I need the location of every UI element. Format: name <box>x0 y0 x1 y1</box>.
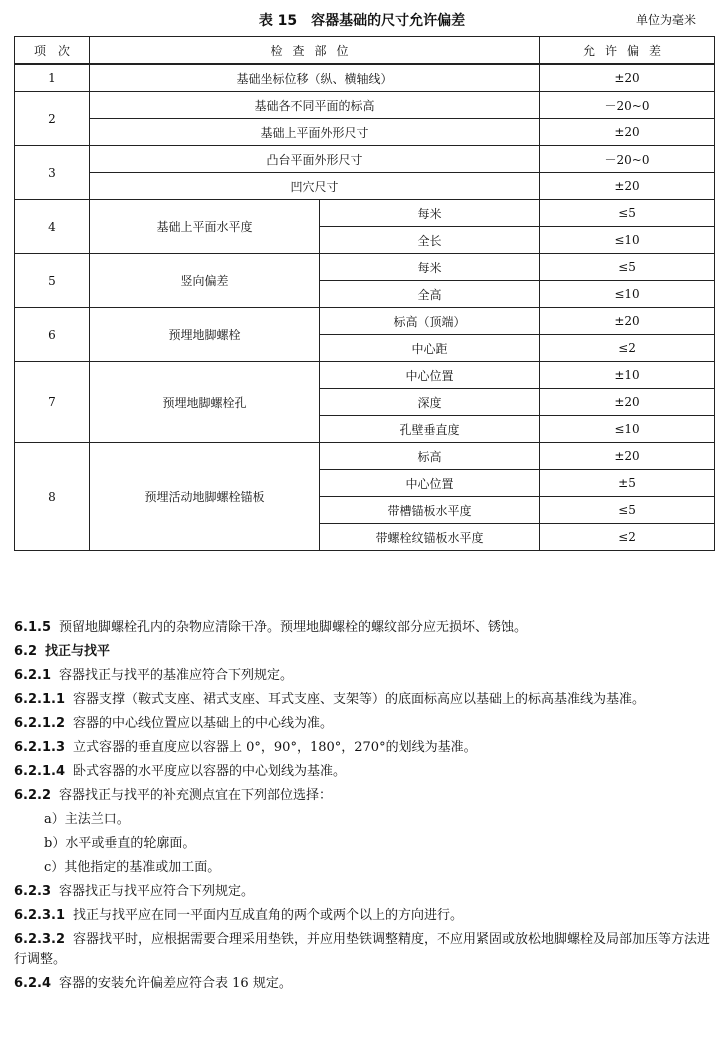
clause-number: 6.2.3 <box>14 884 52 899</box>
paragraph <box>14 690 714 710</box>
paragraph-text: 容器找正与找平的补充测点宜在下列部位选择： <box>59 788 333 803</box>
row-tol: ≤2 <box>540 524 715 551</box>
row-no: 4 <box>15 200 90 254</box>
row-tol: ≤10 <box>540 416 715 443</box>
clause-number: 6.2.1.4 <box>14 764 65 779</box>
list-item: b）水平或垂直的轮廓面。 <box>44 836 196 851</box>
table-title: 表 15 容器基础的尺寸允许偏差 <box>258 13 466 29</box>
row-tol: ±20 <box>540 64 715 92</box>
table-row <box>15 308 715 335</box>
table-row <box>15 64 715 92</box>
row-no: 6 <box>15 308 90 362</box>
row-tol: ±20 <box>540 443 715 470</box>
table-row <box>15 119 715 146</box>
row-subitem: 全长 <box>320 227 540 254</box>
row-no: 5 <box>15 254 90 308</box>
row-tol: ±20 <box>540 119 715 146</box>
row-item: 基础上平面外形尺寸 <box>90 119 540 146</box>
body-text <box>14 618 714 998</box>
row-item: 预埋地脚螺栓 <box>90 308 320 362</box>
paragraph <box>14 714 714 734</box>
paragraph <box>14 906 714 926</box>
table-row <box>15 254 715 281</box>
row-tol: ±10 <box>540 362 715 389</box>
row-item: 基础坐标位移（纵、横轴线） <box>90 64 540 92</box>
header-tol: 允许偏差 <box>540 37 715 65</box>
row-no: 2 <box>15 92 90 146</box>
paragraph-text: 预留地脚螺栓孔内的杂物应清除干净。预埋地脚螺栓的螺纹部分应无损坏、锈蚀。 <box>59 620 528 635</box>
row-item: 基础各不同平面的标高 <box>90 92 540 119</box>
paragraph <box>14 882 714 902</box>
row-subitem: 孔壁垂直度 <box>320 416 540 443</box>
row-item: 预埋地脚螺栓孔 <box>90 362 320 443</box>
row-no: 3 <box>15 146 90 200</box>
paragraph <box>14 762 714 782</box>
row-no: 1 <box>15 64 90 92</box>
row-tol: ≤5 <box>540 497 715 524</box>
row-item: 基础上平面水平度 <box>90 200 320 254</box>
heading-text: 找正与找平 <box>45 644 111 659</box>
row-tol: ±20 <box>540 308 715 335</box>
paragraph <box>14 666 714 686</box>
row-item: 预埋活动地脚螺栓锚板 <box>90 443 320 551</box>
row-tol: ±20 <box>540 173 715 200</box>
list-item: c）其他指定的基准或加工面。 <box>44 860 221 875</box>
paragraph-text: 容器找正与找平应符合下列规定。 <box>59 884 255 899</box>
paragraph <box>14 786 714 806</box>
clause-number: 6.2.1 <box>14 668 52 683</box>
paragraph <box>14 618 714 638</box>
clause-number: 6.1.5 <box>14 620 52 635</box>
clause-number: 6.2.1.2 <box>14 716 65 731</box>
table-row <box>15 443 715 470</box>
row-tol: －20~0 <box>540 146 715 173</box>
paragraph-text: 容器的安装允许偏差应符合表 16 规定。 <box>59 976 292 991</box>
paragraph-text: 找正与找平应在同一平面内互成直角的两个或两个以上的方向进行。 <box>73 908 464 923</box>
row-tol: －20~0 <box>540 92 715 119</box>
row-tol: ±5 <box>540 470 715 497</box>
clause-number: 6.2.2 <box>14 788 52 803</box>
table-row <box>15 200 715 227</box>
row-tol: ≤10 <box>540 227 715 254</box>
row-subitem: 每米 <box>320 254 540 281</box>
row-tol: ≤2 <box>540 335 715 362</box>
clause-number: 6.2.1.3 <box>14 740 65 755</box>
clause-number: 6.2.3.1 <box>14 908 65 923</box>
row-subitem: 中心位置 <box>320 470 540 497</box>
paragraph <box>14 930 714 970</box>
row-subitem: 带槽锚板水平度 <box>320 497 540 524</box>
row-subitem: 中心位置 <box>320 362 540 389</box>
row-subitem: 深度 <box>320 389 540 416</box>
paragraph-text: 容器找正与找平的基准应符合下列规定。 <box>59 668 294 683</box>
clause-number: 6.2.3.2 <box>14 932 65 947</box>
clause-number: 6.2.1.1 <box>14 692 65 707</box>
paragraph-text: 容器找平时，应根据需要合理采用垫铁，并应用垫铁调整精度，不应用紧固或放松地脚螺栓及局部加压等方法进行调整。 <box>14 932 711 967</box>
row-subitem: 中心距 <box>320 335 540 362</box>
table-row <box>15 362 715 389</box>
row-no: 8 <box>15 443 90 551</box>
header-item: 检查部位 <box>90 37 540 65</box>
row-tol: ±20 <box>540 389 715 416</box>
row-tol: ≤10 <box>540 281 715 308</box>
table-row <box>15 146 715 173</box>
row-item: 凹穴尺寸 <box>90 173 540 200</box>
paragraph-text: 立式容器的垂直度应以容器上 0°，90°，180°，270°的划线为基准。 <box>73 740 477 755</box>
paragraph-text: 容器的中心线位置应以基础上的中心线为准。 <box>73 716 334 731</box>
clause-number: 6.2 <box>14 644 38 659</box>
header-no: 项 次 <box>15 37 90 65</box>
row-item: 凸台平面外形尺寸 <box>90 146 540 173</box>
table-row <box>15 173 715 200</box>
tolerance-table <box>14 36 715 551</box>
row-tol: ≤5 <box>540 254 715 281</box>
row-item: 竖向偏差 <box>90 254 320 308</box>
paragraph-text: 容器支撑（鞍式支座、裙式支座、耳式支座、支架等）的底面标高应以基础上的标高基准线为基准。 <box>73 692 646 707</box>
paragraph <box>14 974 714 994</box>
row-no: 7 <box>15 362 90 443</box>
list-item: a）主法兰口。 <box>44 812 130 827</box>
section-heading <box>14 642 714 662</box>
clause-number: 6.2.4 <box>14 976 52 991</box>
row-tol: ≤5 <box>540 200 715 227</box>
row-subitem: 带螺栓纹锚板水平度 <box>320 524 540 551</box>
row-subitem: 标高 <box>320 443 540 470</box>
table-unit: 单位为毫米 <box>635 13 696 27</box>
table-caption <box>0 8 724 30</box>
table-header-row <box>15 37 715 65</box>
row-subitem: 每米 <box>320 200 540 227</box>
row-subitem: 全高 <box>320 281 540 308</box>
paragraph-text: 卧式容器的水平度应以容器的中心划线为基准。 <box>73 764 347 779</box>
paragraph <box>14 738 714 758</box>
table-row <box>15 92 715 119</box>
row-subitem: 标高（顶端） <box>320 308 540 335</box>
